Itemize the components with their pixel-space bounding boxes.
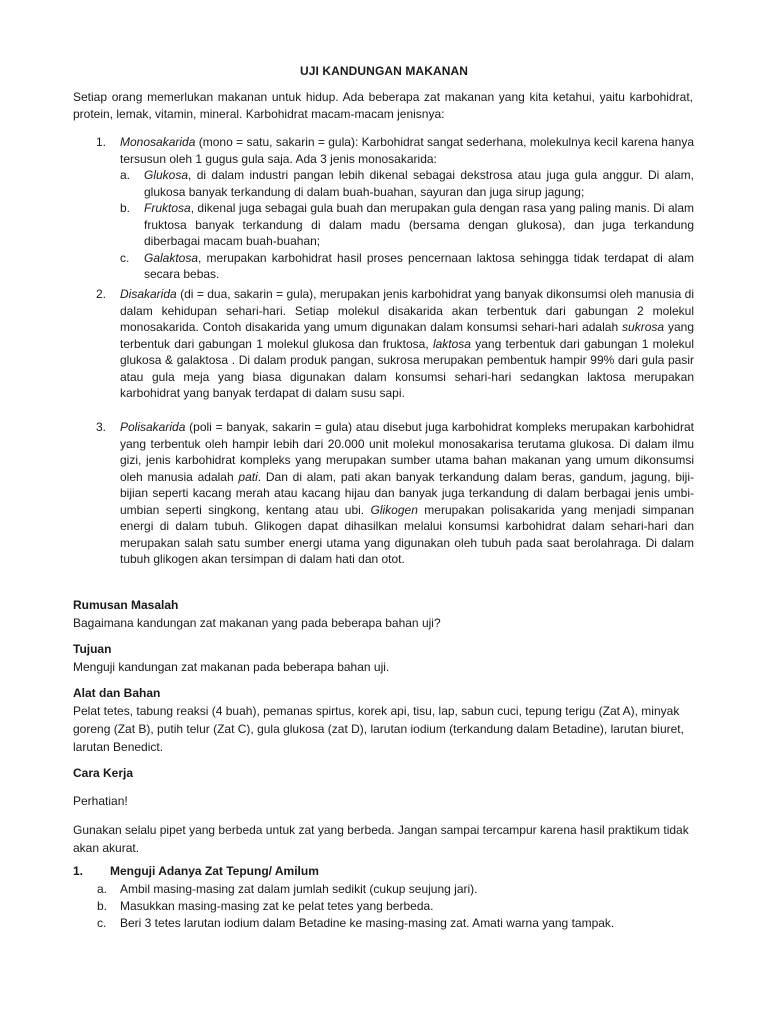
- tujuan-heading: Tujuan: [73, 642, 112, 656]
- sub-item-fruktosa: [120, 200, 694, 250]
- warning-text: Gunakan selalu pipet yang berbeda untuk zat yang berbeda. Jangan sampai tercampur karena hasil praktikum tidak akan akurat.: [73, 823, 689, 855]
- term-glikogen: Glikogen: [370, 502, 418, 517]
- term-monosakarida: Monosakarida: [120, 135, 196, 149]
- sub-letter: c.: [120, 250, 130, 265]
- list-number: 3.: [96, 420, 107, 434]
- sub-text: Masukkan masing-masing zat ke pelat tetes yang berbeda.: [120, 899, 434, 913]
- step-number: 1.: [73, 864, 84, 878]
- sub-item-galaktosa: [120, 250, 694, 283]
- term-galaktosa: Galaktosa: [144, 250, 199, 265]
- alat-bahan-text: Pelat tetes, tabung reaksi (4 buah), pemanas spirtus, korek api, tisu, lap, sabun cuci, tepung terigu (Zat A), minyak goreng (Zat B), putih telur (Zat C), gula glukosa (zat D), larutan iodium (terkandung dalam Betadine), larutan biuret, larutan Benedict.: [73, 704, 684, 754]
- term-polisakarida: Polisakarida: [120, 420, 186, 434]
- term-glukosa: Glukosa: [144, 168, 189, 182]
- list-number: 2.: [96, 287, 107, 301]
- term-fruktosa: Fruktosa: [144, 201, 191, 215]
- fruktosa-description: , dikenal juga sebagai gula buah dan merupakan gula dengan rasa yang paling manis. Di alam fruktosa banyak terkandung di dalam madu (bersama dengan glukosa), dan juga terkandung diberbagai macam buah-buahan;: [144, 201, 694, 248]
- term-sukrosa: sukrosa: [622, 320, 665, 334]
- list-item-monosakarida: [96, 134, 694, 283]
- tujuan-text: Menguji kandungan zat makanan pada beberapa bahan uji.: [73, 660, 390, 674]
- intro-paragraph: Setiap orang memerlukan makanan untuk hidup. Ada beberapa zat makanan yang kita ketahui, yaitu karbohidrat, protein, lemak, vitamin, mineral. Karbohidrat macam-macam jenisnya:: [73, 90, 693, 121]
- disakarida-text-1: (di = dua, sakarin = gula), merupakan jenis karbohidrat yang banyak dikonsumsi oleh manusia di dalam kehidupan sehari-hari. Setiap molekul disakarida akan terbentuk dari gabungan 2 molekul monosakarida. Contoh disakarida yang umum digunakan dalam konsumsi sehari-hari adalah: [120, 287, 694, 334]
- list-item-polisakarida: [96, 419, 694, 568]
- sub-text: Ambil masing-masing zat dalam jumlah sedikit (cukup seujung jari).: [120, 882, 478, 896]
- term-pati: pati: [238, 469, 258, 484]
- term-laktosa: laktosa: [432, 336, 471, 351]
- sub-letter: a.: [120, 168, 131, 182]
- rumusan-text: Bagaimana kandungan zat makanan yang pada beberapa bahan uji?: [73, 616, 441, 630]
- step-1-sub-a: [97, 882, 693, 896]
- term-disakarida: Disakarida: [120, 287, 177, 301]
- list-item-disakarida: [96, 286, 694, 402]
- sub-item-glukosa: [120, 167, 694, 200]
- step-1-sub-b: [97, 899, 693, 913]
- sub-letter: c.: [97, 916, 107, 930]
- sub-letter: b.: [120, 201, 131, 215]
- sub-text: Beri 3 tetes larutan iodium dalam Betadine ke masing-masing zat. Amati warna yang tampak.: [120, 916, 615, 930]
- step-1-sub-c: [97, 916, 693, 930]
- step-1-heading: [73, 864, 693, 878]
- monosakarida-description: (mono = satu, sakarin = gula): Karbohidrat sangat sederhana, molekulnya kecil karena hanya tersusun oleh 1 gugus gula saja. Ada 3 jenis monosakarida:: [120, 135, 694, 166]
- disakarida-text-3: yang terbentuk dari gabungan 1 molekul glukosa & galaktosa . Di dalam produk pangan, sukrosa merupakan pembentuk hampir 99% dari gula pasir atau gula meja yang biasa digunakan dalam konsumsi sehari-hari sedangkan laktosa merupakan karbohidrat yang banyak terdapat di dalam susu sapi.: [120, 336, 695, 400]
- alat-bahan-heading: Alat dan Bahan: [73, 686, 161, 700]
- sub-letter: a.: [97, 882, 108, 896]
- polisakarida-text-3: merupakan polisakarida yang menjadi simpanan energi di dalam tubuh. Glikogen dapat dihasilkan melalui konsumsi karbohidrat dalam sehari-hari dan merupakan salah satu sumber energi utama yang digunakan oleh tubuh pada saat berolahraga. Di dalam tubuh glikogen akan tersimpan di dalam hati dan otot.: [120, 502, 695, 566]
- step-title: Menguji Adanya Zat Tepung/ Amilum: [110, 864, 319, 878]
- rumusan-heading: Rumusan Masalah: [73, 598, 179, 612]
- sub-letter: b.: [97, 899, 108, 913]
- disakarida-text-2: yang terbentuk dari gabungan 1 molekul glukosa dan fruktosa,: [120, 320, 694, 351]
- galaktosa-description: , merupakan karbohidrat hasil proses pencernaan laktosa sehingga tidak terdapat di alam secara bebas.: [144, 250, 694, 281]
- cara-kerja-heading: Cara Kerja: [73, 766, 134, 780]
- page-title: UJI KANDUNGAN MAKANAN: [299, 64, 469, 78]
- polisakarida-text-2: . Dan di alam, pati akan banyak terkandung dalam beras, gandum, jagung, biji-bijian seperti kacang merah atau kacang hijau dan banyak juga terkandung di dalam berbagai jenis umbi-umbian seperti singkong, kentang atau ubi.: [120, 469, 695, 517]
- list-number: 1.: [96, 135, 107, 149]
- perhatian-label: Perhatian!: [73, 794, 128, 808]
- polisakarida-text-1: (poli = banyak, sakarin = gula) atau disebut juga karbohidrat kompleks merupakan karbohidrat yang terbentuk oleh hampir lebih dari 20.000 unit molekul monosakarisa terutama glukosa. Di dalam ilmu gizi, jenis karbohidrat kompleks yang merupakan sumber utama bahan makanan yang umum dikonsumsi oleh manusia adalah: [120, 420, 694, 484]
- glukosa-description: , di dalam industri pangan lebih dikenal sebagai dekstrosa atau juga gula anggur. Di alam, glukosa banyak terkandung di dalam buah-buahan, sayuran dan juga sirup jagung;: [144, 168, 694, 199]
